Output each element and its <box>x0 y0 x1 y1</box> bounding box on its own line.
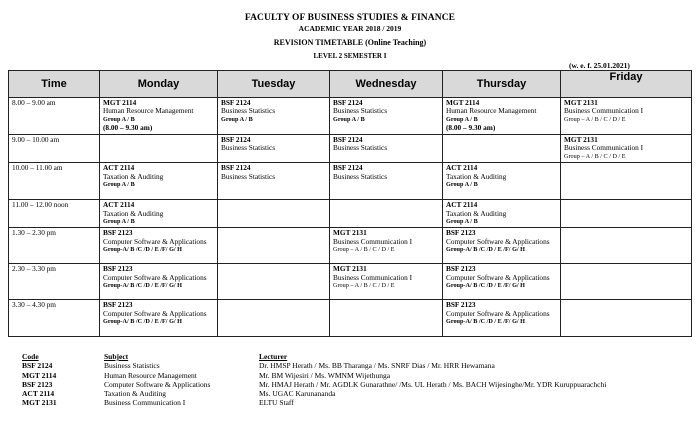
session-cell-monday <box>100 163 218 200</box>
session-name: Business Statistics <box>221 143 276 153</box>
timetable-row <box>9 300 692 337</box>
legend-code: MGT 2114 <box>22 370 57 380</box>
timetable-body <box>9 98 692 337</box>
session-cell-tuesday <box>218 228 330 264</box>
legend-body <box>22 361 700 407</box>
legend-row <box>22 371 700 380</box>
session-cell-thursday <box>443 163 561 200</box>
session-group: Group-A/ B /C /D / E /F/ G/ H <box>103 318 182 326</box>
session-cell-friday <box>561 300 692 337</box>
session-group: Group A / B <box>446 218 478 226</box>
time-slot: 1.30 – 2.30 pm <box>9 228 100 264</box>
session-code: BSF 2123 <box>446 228 476 238</box>
legend-header-code: Code <box>22 352 39 361</box>
session-name: Business Statistics <box>333 143 388 153</box>
session-name: Computer Software & Applications <box>103 272 207 282</box>
legend-code: BSF 2123 <box>22 379 53 389</box>
session-extra: (8.00 – 9.30 am) <box>446 123 496 133</box>
session-group: Group A / B <box>103 218 135 226</box>
time-slot: 3.30 – 4.30 pm <box>9 300 100 337</box>
session-group: Group-A/ B /C /D / E /F/ G/ H <box>103 246 182 254</box>
session-code: ACT 2114 <box>446 200 478 210</box>
time-slot: 8.00 – 9.00 am <box>9 98 100 135</box>
session-name: Business Statistics <box>333 106 388 116</box>
session-code: ACT 2114 <box>103 163 135 173</box>
column-header-friday: Friday <box>561 71 692 98</box>
session-cell-wednesday <box>330 300 443 337</box>
session-group: Group-A/ B /C /D / E /F/ G/ H <box>446 282 525 290</box>
session-cell-tuesday <box>218 163 330 200</box>
legend-row <box>22 361 700 370</box>
legend-code: ACT 2114 <box>22 389 55 399</box>
session-cell-wednesday <box>330 228 443 264</box>
session-name: Computer Software & Applications <box>446 272 550 282</box>
session-cell-thursday <box>443 228 561 264</box>
session-code: MGT 2114 <box>103 98 137 107</box>
session-code: BSF 2124 <box>221 163 251 173</box>
effective-date: (w. e. f. 25.01.2021) <box>569 61 630 70</box>
session-code: BSF 2124 <box>333 98 363 107</box>
session-group: Group-A/ B /C /D / E /F/ G/ H <box>446 246 525 254</box>
session-name: Business Communication I <box>564 106 644 116</box>
session-cell-wednesday <box>330 135 443 163</box>
session-group: Group A / B <box>103 115 135 123</box>
session-name: Business Statistics <box>221 106 276 116</box>
legend-subject: Business Statistics <box>104 361 160 371</box>
time-slot: 2.30 – 3.30 pm <box>9 264 100 300</box>
time-slot: 11.00 – 12.00 noon <box>9 200 100 228</box>
session-group-note: Group – A / B / C / D / E <box>333 282 395 290</box>
session-cell-tuesday <box>218 98 330 135</box>
course-legend <box>22 352 700 408</box>
session-cell-wednesday <box>330 200 443 228</box>
session-group: Group A / B <box>103 181 135 189</box>
session-code: ACT 2114 <box>446 163 478 173</box>
session-cell-tuesday <box>218 264 330 300</box>
session-name: Business Statistics <box>333 171 388 181</box>
session-code: MGT 2131 <box>564 98 598 107</box>
session-cell-friday <box>561 264 692 300</box>
session-code: MGT 2131 <box>333 228 367 238</box>
legend-header-subject: Subject <box>104 352 129 361</box>
legend-subject: Business Communication I <box>104 398 186 408</box>
session-cell-tuesday <box>218 135 330 163</box>
legend-row <box>22 380 700 389</box>
session-code: BSF 2124 <box>333 135 363 144</box>
session-code: MGT 2114 <box>446 98 480 107</box>
session-name: Human Resource Management <box>446 106 537 116</box>
session-cell-monday <box>100 135 218 163</box>
legend-header-lecturer: Lecturer <box>259 352 288 361</box>
column-header-time: Time <box>9 71 100 98</box>
session-code: BSF 2124 <box>221 135 251 144</box>
session-code: MGT 2131 <box>564 135 598 144</box>
column-header-tuesday: Tuesday <box>218 71 330 98</box>
session-group: Group-A/ B /C /D / E /F/ G/ H <box>103 282 182 290</box>
session-code: MGT 2131 <box>333 264 367 274</box>
academic-year: ACADEMIC YEAR 2018 / 2019 <box>298 24 402 33</box>
session-name: Taxation & Auditing <box>103 171 164 181</box>
session-name: Taxation & Auditing <box>446 208 507 218</box>
time-slot: 10.00 – 11.00 am <box>9 163 100 200</box>
timetable-row <box>9 200 692 228</box>
session-name: Business Communication I <box>333 272 413 282</box>
legend-lecturer: ELTU Staff <box>259 398 294 408</box>
column-header-monday: Monday <box>100 71 218 98</box>
session-name: Business Communication I <box>333 236 413 246</box>
session-cell-monday <box>100 98 218 135</box>
faculty-title: FACULTY OF BUSINESS STUDIES & FINANCE <box>244 13 456 23</box>
session-cell-thursday <box>443 264 561 300</box>
session-cell-thursday <box>443 135 561 163</box>
session-group: Group A / B <box>221 115 253 123</box>
session-name: Taxation & Auditing <box>103 208 164 218</box>
session-code: BSF 2123 <box>103 228 133 238</box>
session-name: Computer Software & Applications <box>446 308 550 318</box>
column-header-wednesday: Wednesday <box>330 71 443 98</box>
legend-lecturer: Dr. HMSP Herath / Ms. BB Tharanga / Ms. SNRF Dias / Mr. HRR Hewamana <box>259 361 495 371</box>
session-name: Computer Software & Applications <box>103 308 207 318</box>
session-cell-tuesday <box>218 200 330 228</box>
level-semester: LEVEL 2 SEMESTER I <box>313 52 387 60</box>
session-cell-friday <box>561 98 692 135</box>
session-cell-tuesday <box>218 300 330 337</box>
session-cell-wednesday <box>330 98 443 135</box>
legend-code: BSF 2124 <box>22 361 53 371</box>
session-name: Computer Software & Applications <box>446 236 550 246</box>
session-cell-friday <box>561 135 692 163</box>
legend-row <box>22 389 700 398</box>
timetable-row <box>9 135 692 163</box>
session-code: BSF 2123 <box>103 300 133 310</box>
session-cell-friday <box>561 163 692 200</box>
session-cell-thursday <box>443 300 561 337</box>
session-cell-monday <box>100 228 218 264</box>
session-group-note: Group – A / B / C / D / E <box>333 246 395 254</box>
session-code: BSF 2123 <box>446 264 476 274</box>
column-header-thursday: Thursday <box>443 71 561 98</box>
session-cell-friday <box>561 200 692 228</box>
session-cell-thursday <box>443 98 561 135</box>
session-name: Human Resource Management <box>103 106 194 116</box>
session-name: Business Communication I <box>564 143 644 153</box>
session-cell-monday <box>100 200 218 228</box>
session-name: Taxation & Auditing <box>446 171 507 181</box>
legend-subject: Taxation & Auditing <box>104 389 166 399</box>
timetable-row <box>9 228 692 264</box>
session-cell-monday <box>100 264 218 300</box>
legend-code: MGT 2131 <box>22 398 57 408</box>
timetable-row <box>9 163 692 200</box>
legend-lecturer: Ms. UGAC Karunananda <box>259 389 336 399</box>
timetable-row <box>9 264 692 300</box>
session-group-note: Group – A / B / C / D / E <box>564 115 626 123</box>
timetable-title: REVISION TIMETABLE (Online Teaching) <box>273 38 427 47</box>
legend-row <box>22 398 700 407</box>
timetable <box>8 70 692 337</box>
session-code: BSF 2123 <box>103 264 133 274</box>
session-group: Group A / B <box>333 115 365 123</box>
session-cell-wednesday <box>330 163 443 200</box>
session-group: Group A / B <box>446 181 478 189</box>
session-name: Computer Software & Applications <box>103 236 207 246</box>
session-code: ACT 2114 <box>103 200 135 210</box>
session-cell-friday <box>561 228 692 264</box>
session-code: BSF 2124 <box>221 98 251 107</box>
session-name: Business Statistics <box>221 171 276 181</box>
legend-lecturer: Mr. BM Wijesiri / Ms. WMNM Wijethunga <box>259 370 391 380</box>
session-cell-wednesday <box>330 264 443 300</box>
legend-subject: Computer Software & Applications <box>104 379 211 389</box>
time-slot: 9.00 – 10.00 am <box>9 135 100 163</box>
session-group-note: Group – A / B / C / D / E <box>564 152 626 160</box>
legend-subject: Human Resource Management <box>104 370 197 380</box>
session-group: Group-A/ B /C /D / E /F/ G/ H <box>446 318 525 326</box>
session-cell-thursday <box>443 200 561 228</box>
session-cell-monday <box>100 300 218 337</box>
timetable-row <box>9 98 692 135</box>
session-code: BSF 2124 <box>333 163 363 173</box>
session-group: Group A / B <box>446 115 478 123</box>
legend-header-row <box>22 352 700 361</box>
legend-lecturer: Mr. HMAJ Herath / Mr. AGDLK Gunarathne/ /Ms. UL Herath / Ms. BACH Wijesinghe/Mr. YDR Kuruppuarachchi <box>259 379 607 389</box>
session-extra: (8.00 – 9.30 am) <box>103 123 153 133</box>
timetable-header-row <box>9 71 692 98</box>
session-code: BSF 2123 <box>446 300 476 310</box>
